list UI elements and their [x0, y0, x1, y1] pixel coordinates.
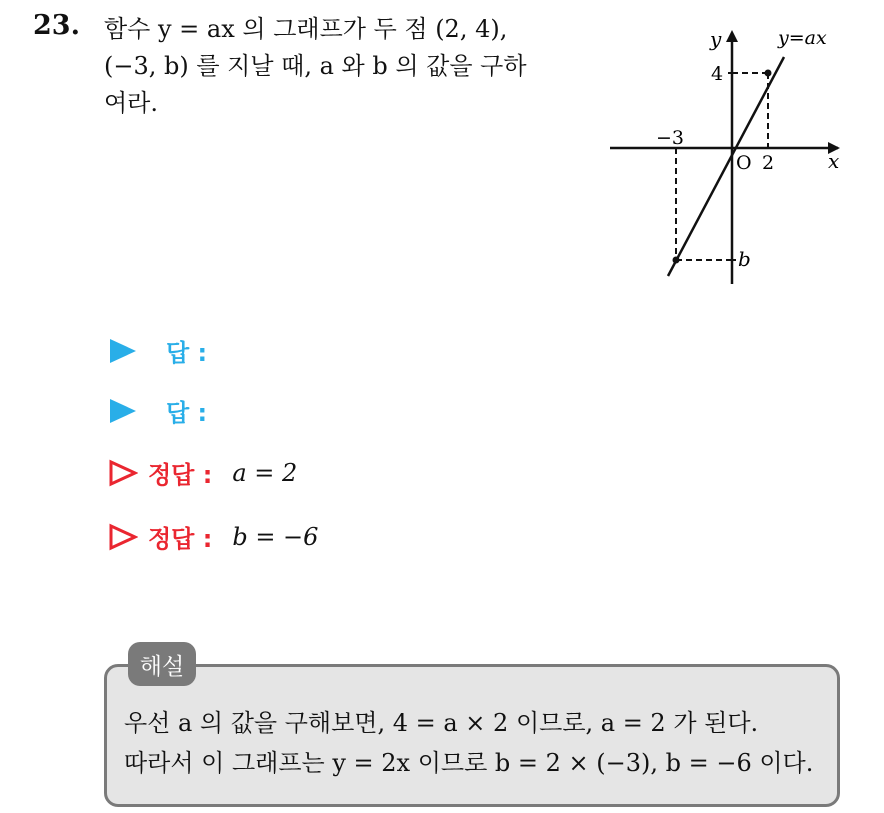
tick-label-2: 2	[762, 152, 775, 174]
answer-blank-2	[108, 393, 207, 428]
x-axis-label: x	[828, 149, 840, 173]
correct-answer-2	[108, 519, 318, 554]
point-2-4	[765, 70, 772, 77]
outline-triangle-icon	[108, 523, 138, 551]
y-axis-label: y	[710, 27, 722, 51]
question-line-2: (−3, b) 를 지날 때, a 와 b 의 값을 구하	[104, 52, 527, 80]
correct-answer-1	[108, 455, 297, 490]
tick-label-neg3: −3	[656, 127, 685, 149]
origin-label: O	[736, 152, 752, 174]
y-axis-arrow	[726, 30, 738, 42]
correct-label-1: 정답 :	[148, 461, 213, 489]
question-line-3: 여라.	[104, 89, 158, 117]
answer-label-2: 답 :	[166, 399, 208, 427]
answer-blank-1	[108, 333, 207, 368]
explanation-line-2: 따라서 이 그래프는 y = 2x 이므로 b = 2 × (−3), b = −6 이다.	[124, 749, 814, 777]
tick-label-4: 4	[711, 63, 724, 85]
question-text	[104, 11, 584, 122]
correct-label-2: 정답 :	[148, 525, 213, 553]
line-label: y=ax	[778, 27, 827, 49]
tick-label-b: b	[738, 247, 751, 271]
explanation-tab: 해설	[128, 642, 196, 686]
answer-label-1: 답 :	[166, 339, 208, 367]
explanation-line-1: 우선 a 의 값을 구해보면, 4 = a × 2 이므로, a = 2 가 된다.	[124, 709, 759, 737]
filled-triangle-icon	[108, 337, 138, 365]
function-graph	[600, 22, 850, 292]
correct-value-1: a = 2	[232, 458, 298, 487]
question-line-1: 함수 y = ax 의 그래프가 두 점 (2, 4),	[104, 15, 508, 43]
point-neg3-b	[673, 257, 680, 264]
question-number: 23.	[33, 10, 80, 41]
filled-triangle-icon	[108, 397, 138, 425]
explanation-text	[124, 703, 813, 783]
correct-value-2: b = −6	[232, 522, 319, 551]
outline-triangle-icon	[108, 459, 138, 487]
